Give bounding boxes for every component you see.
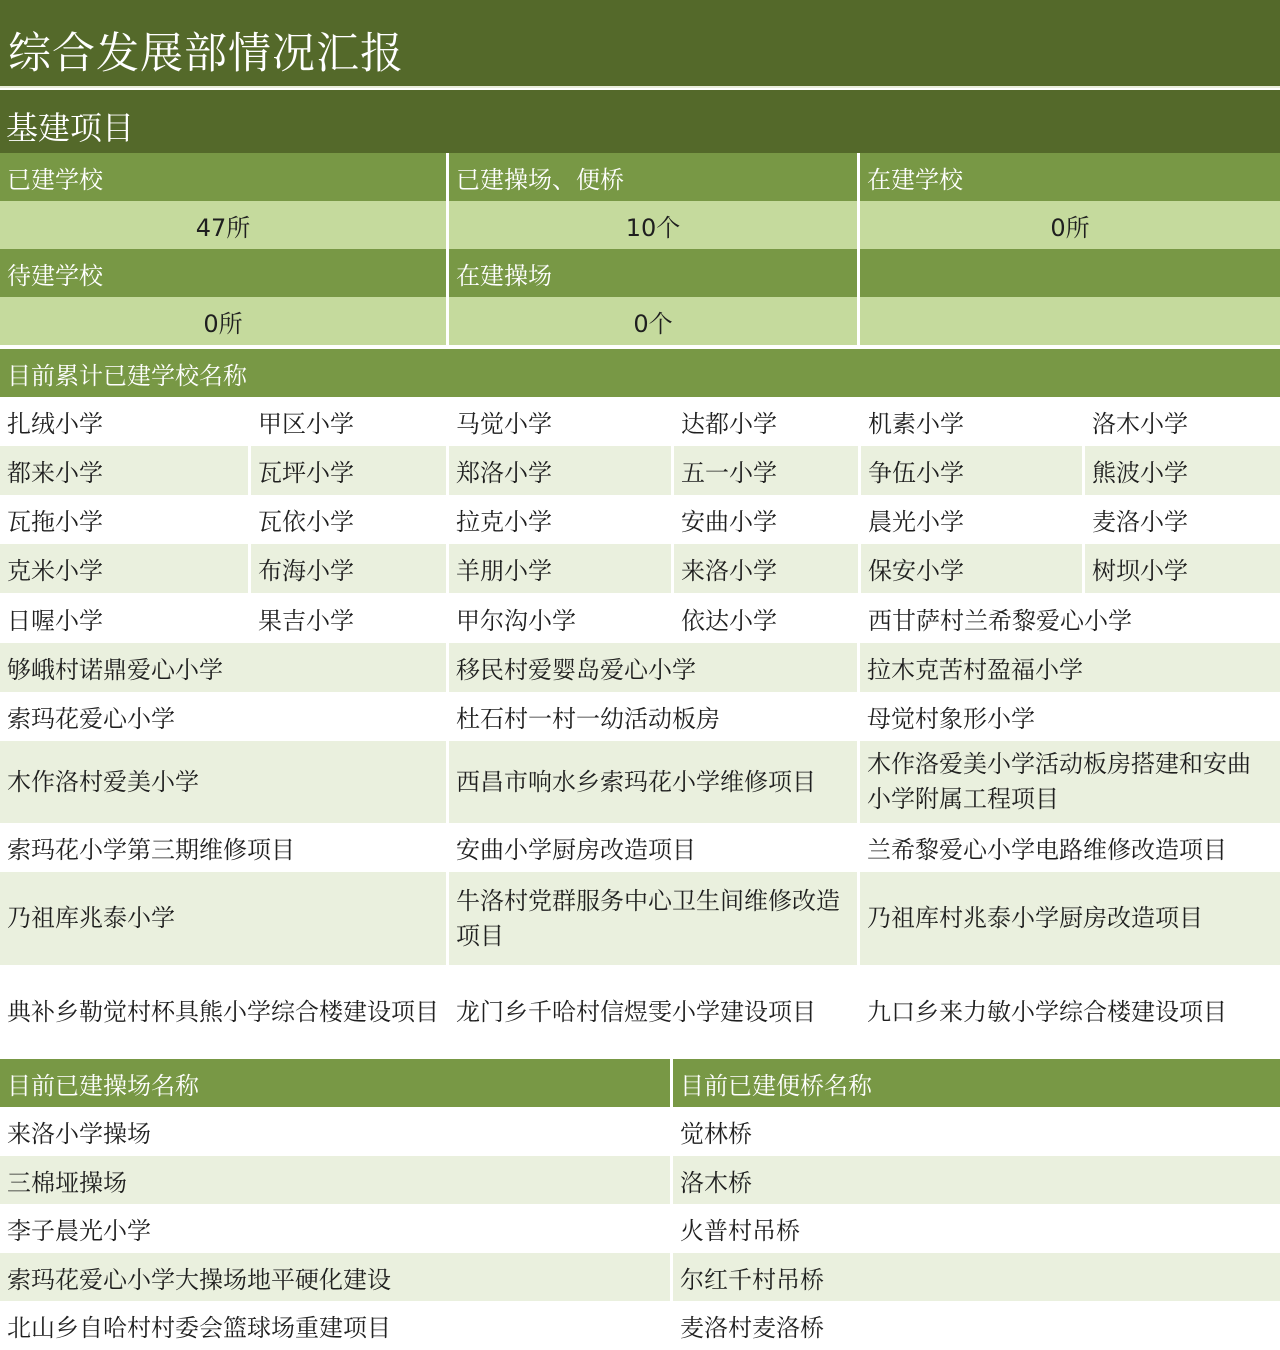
stat-header: 已建学校 <box>0 153 446 201</box>
school-cell: 索玛花小学第三期维修项目 <box>0 823 446 872</box>
stat-header: 在建学校 <box>860 153 1280 201</box>
stat-header: 在建操场 <box>449 249 857 297</box>
bridges-header: 目前已建便桥名称 <box>673 1059 1280 1107</box>
stat-value: 0所 <box>0 297 446 345</box>
school-cell: 够峨村诺鼎爱心小学 <box>0 643 446 692</box>
bridge-cell: 觉林桥 <box>673 1107 1280 1156</box>
school-cell: 拉木克苦村盈福小学 <box>860 643 1280 692</box>
stat-value: 47所 <box>0 201 446 249</box>
school-cell: 果吉小学 <box>251 593 446 643</box>
school-cell: 杜石村一村一幼活动板房 <box>449 692 857 741</box>
stat-value: 10个 <box>449 201 857 249</box>
school-cell: 马觉小学 <box>449 397 671 446</box>
school-cell: 兰希黎爱心小学电路维修改造项目 <box>860 823 1280 872</box>
school-cell: 晨光小学 <box>861 495 1082 544</box>
schools-wide-grid <box>0 643 1280 1060</box>
stat-header: 已建操场、便桥 <box>449 153 857 201</box>
field-cell: 三棉垭操场 <box>0 1156 670 1204</box>
bridge-cell: 麦洛村麦洛桥 <box>673 1301 1280 1350</box>
field-cell: 李子晨光小学 <box>0 1204 670 1253</box>
school-cell: 熊波小学 <box>1085 446 1280 495</box>
school-cell: 九口乡来力敏小学综合楼建设项目 <box>860 965 1280 1060</box>
school-cell: 达都小学 <box>674 397 858 446</box>
school-cell: 麦洛小学 <box>1085 495 1280 544</box>
school-cell: 安曲小学厨房改造项目 <box>449 823 857 872</box>
school-cell: 索玛花爱心小学 <box>0 692 446 741</box>
school-cell: 争伍小学 <box>861 446 1082 495</box>
school-cell: 乃祖库村兆泰小学厨房改造项目 <box>860 872 1280 965</box>
field-cell: 北山乡自哈村村委会篮球场重建项目 <box>0 1301 670 1350</box>
school-cell: 克米小学 <box>0 544 248 593</box>
school-cell: 羊朋小学 <box>449 544 671 593</box>
school-cell: 扎绒小学 <box>0 397 248 446</box>
field-cell: 来洛小学操场 <box>0 1107 670 1156</box>
school-cell: 龙门乡千哈村信煜雯小学建设项目 <box>449 965 857 1060</box>
bridge-cell: 火普村吊桥 <box>673 1204 1280 1253</box>
school-cell: 瓦依小学 <box>251 495 446 544</box>
schools-header: 目前累计已建学校名称 <box>0 349 1280 397</box>
school-cell: 母觉村象形小学 <box>860 692 1280 741</box>
school-cell: 布海小学 <box>251 544 446 593</box>
section-title: 基建项目 <box>6 109 135 147</box>
school-cell: 日喔小学 <box>0 593 248 643</box>
stat-header-empty <box>860 249 1280 297</box>
school-cell: 依达小学 <box>674 593 858 643</box>
school-cell: 甲尔沟小学 <box>449 593 671 643</box>
page-title: 综合发展部情况汇报 <box>8 29 404 79</box>
fields-header: 目前已建操场名称 <box>0 1059 670 1107</box>
fields-bridges-grid <box>0 1059 1280 1350</box>
school-cell: 都来小学 <box>0 446 248 495</box>
school-cell: 移民村爱婴岛爱心小学 <box>449 643 857 692</box>
school-cell: 来洛小学 <box>674 544 858 593</box>
stat-value: 0所 <box>860 201 1280 249</box>
school-cell: 树坝小学 <box>1085 544 1280 593</box>
school-cell: 甲区小学 <box>251 397 446 446</box>
school-cell: 西甘萨村兰希黎爱心小学 <box>861 593 1280 643</box>
school-cell: 瓦坪小学 <box>251 446 446 495</box>
bridge-cell: 洛木桥 <box>673 1156 1280 1204</box>
school-cell: 乃祖库兆泰小学 <box>0 872 446 965</box>
stat-value-empty <box>860 297 1280 345</box>
field-cell: 索玛花爱心小学大操场地平硬化建设 <box>0 1253 670 1301</box>
school-cell: 牛洛村党群服务中心卫生间维修改造项目 <box>449 872 857 965</box>
schools-header-row <box>0 349 1280 397</box>
school-cell: 机素小学 <box>861 397 1082 446</box>
title-bar <box>0 0 1280 88</box>
school-cell: 安曲小学 <box>674 495 858 544</box>
section-bar <box>0 90 1280 153</box>
school-cell: 木作洛村爱美小学 <box>0 741 446 823</box>
stats-grid <box>0 153 1280 345</box>
school-cell: 保安小学 <box>861 544 1082 593</box>
schools-grid <box>0 397 1280 593</box>
schools-row-5 <box>0 593 1280 643</box>
school-cell: 瓦拖小学 <box>0 495 248 544</box>
school-cell: 木作洛爱美小学活动板房搭建和安曲小学附属工程项目 <box>860 741 1280 823</box>
school-cell: 拉克小学 <box>449 495 671 544</box>
stat-header: 待建学校 <box>0 249 446 297</box>
school-cell: 五一小学 <box>674 446 858 495</box>
school-cell: 西昌市响水乡索玛花小学维修项目 <box>449 741 857 823</box>
school-cell: 郑洛小学 <box>449 446 671 495</box>
bridge-cell: 尔红千村吊桥 <box>673 1253 1280 1301</box>
stat-value: 0个 <box>449 297 857 345</box>
school-cell: 典补乡勒觉村杯具熊小学综合楼建设项目 <box>0 965 446 1060</box>
school-cell: 洛木小学 <box>1085 397 1280 446</box>
